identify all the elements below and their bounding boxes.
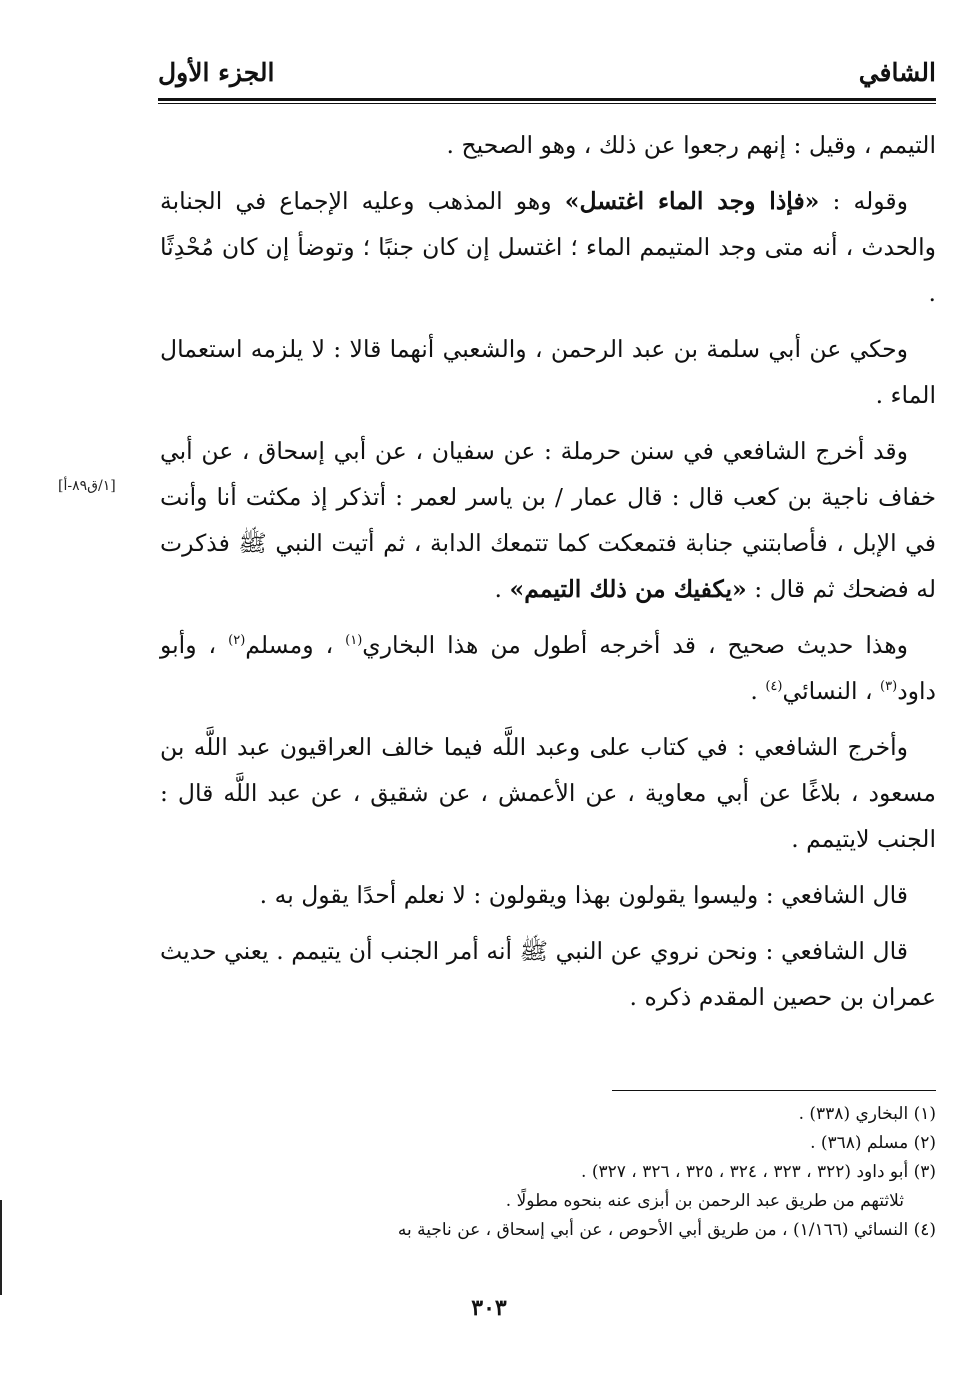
page-number: ٣٠٣ <box>471 1295 507 1321</box>
paragraph-5-part-1: وهذا حديث صحيح ، قد أخرجه أطول من هذا البخاري <box>362 631 908 659</box>
scan-edge-mark <box>0 1200 2 1295</box>
main-text <box>160 122 936 1030</box>
hadith-quote-1: «فإذا وجد الماء اغتسل» <box>564 187 820 215</box>
footnotes <box>240 1100 936 1245</box>
header-divider <box>158 98 936 104</box>
footnote-1: (١) البخاري (٣٣٨) . <box>798 1104 936 1124</box>
manuscript-folio-note: [١/ق٨٩-أ] <box>58 478 116 494</box>
hadith-quote-2: «يكفيك من ذلك التيمم» <box>509 575 747 603</box>
footnote-divider <box>612 1090 936 1091</box>
paragraph-5 <box>160 622 936 714</box>
paragraph-6 <box>160 724 936 862</box>
footnote-4: (٤) النسائي (١/١٦٦) ، من طريق أبي الأحوص ، عن أبي إسحاق ، عن ناجية به <box>397 1220 936 1240</box>
running-header <box>158 58 936 102</box>
paragraph-5-part-3: ، وأبو داود <box>160 631 936 705</box>
footnote-ref-4[interactable]: (٤) <box>765 679 783 695</box>
footnote-ref-1[interactable]: (١) <box>345 633 363 649</box>
paragraph-3 <box>160 326 936 418</box>
paragraph-2 <box>160 178 936 316</box>
paragraph-4-lead: وقد أخرج الشافعي في سنن حرملة : عن سفيان ، عن أبي إسحاق ، عن أبي خفاف ناجية بن كعب قال : قال عمار / بن ياسر لعمر : أتذكر إذ مكثت أنا وأنت في الإبل ، فأصابتني جنابة فتمعكت كما تتمعك الدابة ، ثم أتيت النبي ﷺ فذكرت له فضحك ثم قال : <box>160 437 936 603</box>
paragraph-2-rest: وهو المذهب وعليه الإجماع في الجنابة والحدث ، أنه متى وجد المتيمم الماء ؛ اغتسل إن كان جنبًا ؛ وتوضأ إن كان مُحْدِثًا . <box>160 187 936 307</box>
paragraph-6-text: وأخرج الشافعي : في كتاب على وعبد اللَّه فيما خالف العراقيون عبد اللَّه بن مسعود ، بلاغًا عن أبي معاوية ، عن الأعمش ، عن شقيق ، عن عبد اللَّه قال : الجنب لايتيمم . <box>160 733 936 853</box>
volume-label: الجزء الأول <box>158 58 275 87</box>
paragraph-7-text: قال الشافعي : وليسوا يقولون بهذا ويقولون : لا نعلم أحدًا يقول به . <box>259 881 908 909</box>
paragraph-7 <box>160 872 936 918</box>
paragraph-2-lead: وقوله : <box>819 187 908 215</box>
book-title: الشافي <box>858 58 936 87</box>
paragraph-5-part-5: . <box>750 677 766 705</box>
footnote-ref-3[interactable]: (٣) <box>880 679 898 695</box>
footnote-3-continuation: ثلاثتهم من طريق عبد الرحمن بن أبزى عنه بنحوه مطولًا . <box>505 1191 904 1211</box>
footnote-3: (٣) أبو داود (٣٢٢ ، ٣٢٣ ، ٣٢٤ ، ٣٢٥ ، ٣٢٦ ، ٣٢٧) . <box>581 1162 936 1182</box>
footnote-2: (٢) مسلم (٣٦٨) . <box>810 1133 936 1153</box>
paragraph-5-part-4: ، النسائي <box>782 677 881 705</box>
paragraph-8 <box>160 928 936 1020</box>
paragraph-4-rest: . <box>494 575 510 603</box>
paragraph-3-text: وحكي عن أبي سلمة بن عبد الرحمن ، والشعبي أنهما قالا : لا يلزمه استعمال الماء . <box>160 335 936 409</box>
paragraph-8-text: قال الشافعي : ونحن نروي عن النبي ﷺ أنه أمر الجنب أن يتيمم . يعني حديث عمران بن حصين المقدم ذكره . <box>160 937 936 1011</box>
paragraph-1-text: التيمم ، وقيل : إنهم رجعوا عن ذلك ، وهو الصحيح . <box>446 131 936 159</box>
paragraph-4 <box>160 428 936 612</box>
paragraph-5-part-2: ، ومسلم <box>245 631 346 659</box>
footnote-ref-2[interactable]: (٢) <box>228 633 246 649</box>
paragraph-1 <box>160 122 936 168</box>
